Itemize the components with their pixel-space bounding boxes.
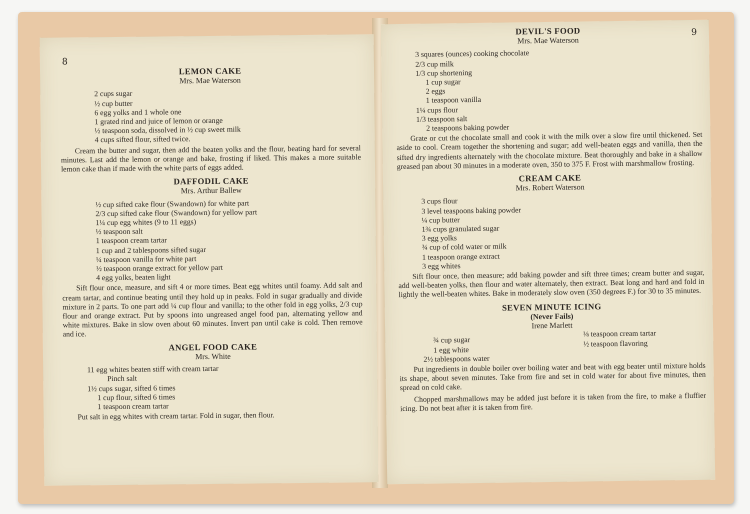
recipe-title: LEMON CAKE	[178, 65, 242, 77]
recipe-title: CREAM CAKE	[518, 172, 582, 184]
ingredient-list	[60, 87, 361, 145]
ingredient: 2½ tablespoons water	[423, 353, 490, 364]
ingredient: 1¼ cups flour	[415, 104, 459, 115]
ingredient: 2 teaspoons baking powder	[426, 122, 510, 133]
left-page-content	[60, 60, 364, 423]
ingredient: 4 egg yolks, beaten light	[96, 272, 171, 283]
ingredient-column-right	[583, 328, 705, 361]
ingredient: 1½ cups sugar, sifted 6 times	[87, 382, 176, 393]
right-page-content	[395, 20, 706, 415]
left-page	[40, 34, 379, 485]
ingredient: 1 cup and 2 tablespoons sifted sugar	[95, 244, 207, 255]
ingredient: 1 grated rind and juice of lemon or orange	[94, 115, 223, 127]
recipe-directions: Cream the butter and sugar, then add the beaten yolks and the flour, beating hard for several minutes. Last add the lemon or orange and bake, frosting if liked. This makes a more suitable lemon cake than if made with the white parts of eggs added.	[60, 143, 361, 174]
ingredient-columns	[399, 328, 705, 364]
ingredient: 1 egg white	[433, 344, 469, 355]
recipe-author: Mrs. Mae Waterson	[179, 75, 241, 86]
ingredient: 2 cups sugar	[94, 89, 133, 99]
ingredient: ½ teaspoon salt	[95, 226, 143, 237]
ingredient: 11 egg whites beaten stiff with cream tartar	[87, 364, 219, 375]
recipe-subtitle: (Never Fails)	[530, 311, 574, 322]
ingredient: 3 squares (ounces) cooking chocolate	[415, 48, 530, 60]
ingredient: ¾ cup of cold water or milk	[421, 242, 507, 253]
recipe-directions: Put ingredients in double boiler over boiling water and beat with egg beater until mixture holds its shape, about seven minutes. Take from fire and set in cold water for about five minutes, then spread on cold cake.	[399, 360, 706, 393]
ingredient-list	[397, 193, 704, 271]
ingredient-list	[395, 46, 702, 133]
ingredient: 2 eggs	[425, 86, 446, 96]
recipe-directions: Sift flour once, then measure; add baking powder and sift three times; cream butter and sugar, add well-beaten yolks, then flour and water alternately, then extract. Beat long and hard and fold in lightly the well-beaten whites. Bake in moderately slow oven (350 degrees F.) for 30 to 35 minutes.	[398, 267, 705, 300]
recipe-directions: Sift flour once, measure, and sift 4 or more times. Beat egg whites until foamy. Add salt and cream tartar, and continue beating until they hold up in peaks. Fold in sugar gradually and divide mixture in 2 parts. To one part add ¼ cup flour and vanilla; to the other fold in egg yolks, 2/3 cup flour and orange extract. Put by spoons into ungreased angel food pan, alternating yellow and white mixtures. Bake in slow oven about 60 minutes. Invert pan until cake is cold. Then remove and ice.	[62, 280, 363, 340]
recipe-author: Mrs. Mae Waterson	[517, 35, 579, 46]
ingredient: 1¾ cups granulated sugar	[421, 223, 500, 234]
recipe-directions: Put salt in egg whites with cream tartar. Fold in sugar, then flour.	[77, 410, 275, 422]
ingredient: 1 cup sugar	[425, 77, 461, 87]
ingredient: 2/3 cup sifted cake flour (Swandown) for yellow part	[95, 207, 258, 219]
ingredient: 6 egg yolks and 1 whole one	[94, 107, 182, 118]
ingredient: 1/3 cup shortening	[415, 67, 473, 78]
page-number: 9	[691, 27, 698, 38]
recipe-title: DAFFODIL CAKE	[173, 175, 249, 187]
ingredient: 3 egg yolks	[421, 233, 457, 244]
recipe-title: SEVEN MINUTE ICING	[501, 300, 602, 313]
ingredient: 1 teaspoon vanilla	[425, 95, 482, 106]
recipe-directions: Grate or cut the chocolate small and cook it with the milk over a slow fire until thickened. Set aside to cool. Cream together the shortening and sugar; add well-beaten eggs and vanilla, then the sifted dry ingredients alternately with the chocolate mixture. Beat thoroughly and bake in a shallow greased pan about 30 minutes in a moderate oven, 350 to 375 F. Frost with marshmallow frosting.	[396, 130, 703, 171]
ingredient: ½ teaspoon flavoring	[583, 338, 648, 349]
recipe-author: Mrs. Arthur Ballew	[180, 186, 242, 196]
ingredient: ⅛ teaspoon cream tartar	[583, 328, 657, 339]
ingredient: 3 cups flour	[421, 196, 458, 207]
ingredient: ½ teaspoon orange extract for yellow part	[96, 262, 223, 274]
ingredient: ½ cup sifted cake flour (Swandown) for white part	[95, 198, 250, 209]
ingredient-list	[61, 197, 362, 283]
recipe-author: Mrs. Robert Waterson	[515, 182, 585, 193]
ingredient: 1¼ cup egg whites (9 to 11 eggs)	[95, 217, 197, 228]
ingredient: 1 teaspoon orange extract	[421, 251, 500, 262]
recipe-title: DEVIL'S FOOD	[515, 25, 581, 37]
ingredient: 1/3 teaspoon salt	[416, 113, 468, 124]
recipe-author: Mrs. White	[195, 351, 231, 362]
ingredient: ¼ cup butter	[421, 215, 460, 225]
ingredient: ½ teaspoon soda, dissolved in ½ cup sweet milk	[94, 124, 241, 136]
ingredient: 4 cups sifted flour, sifted twice.	[94, 134, 191, 145]
right-page	[381, 20, 715, 485]
ingredient-list	[63, 362, 363, 411]
ingredient: ½ cup butter	[94, 98, 133, 108]
recipe-note: Chopped marshmallows may be added just before it is taken from the fire, to make a fluffier icing. Do not beat after it is taken from fire.	[400, 390, 707, 413]
ingredient: 3 level teaspoons baking powder	[421, 205, 522, 216]
page-number: 8	[61, 57, 68, 68]
ingredient: ¾ cup sugar	[433, 335, 471, 345]
ingredient: 1 teaspoon cream tartar	[95, 235, 167, 246]
ingredient: Pinch salt	[107, 374, 138, 384]
recipe-title: ANGEL FOOD CAKE	[168, 341, 258, 353]
ingredient: 1 teaspoon cream tartar	[97, 401, 169, 412]
recipe-author: Irene Marlett	[531, 320, 573, 331]
ingredient: 3 egg whites	[422, 261, 461, 271]
ingredient: 1 cup flour, sifted 6 times	[97, 392, 176, 402]
ingredient: 2/3 cup milk	[415, 58, 454, 69]
ingredient-column-left	[399, 330, 583, 364]
ingredient: ¼ teaspoon vanilla for white part	[95, 253, 197, 265]
